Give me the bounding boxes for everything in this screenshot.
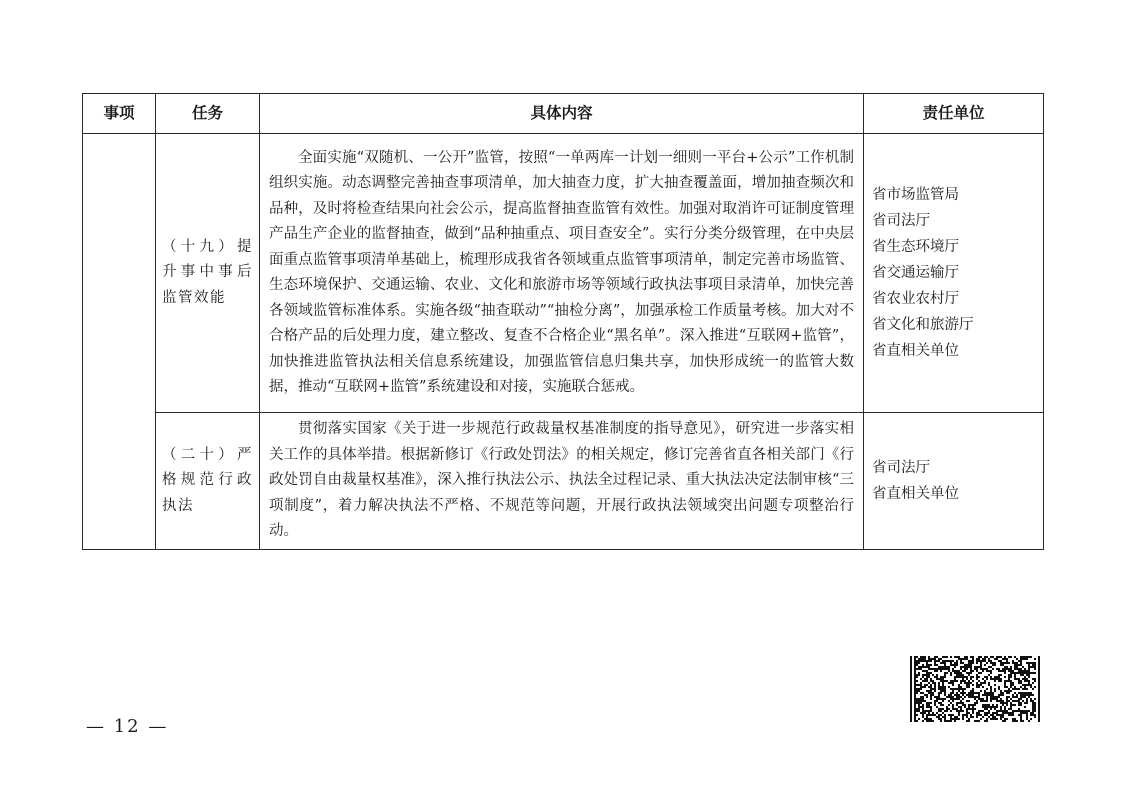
- unit-item: 省司法厅: [872, 459, 930, 476]
- unit-cell: [864, 413, 1044, 550]
- barcode-image: [910, 656, 1042, 722]
- page-number: — 12 —: [86, 716, 169, 737]
- unit-item: 省交通运输厅: [872, 265, 959, 281]
- table-header-row: [83, 94, 1044, 134]
- content-text: 全面实施“双随机、一公开”监管，按照“一单两库一计划一细则一平台+公示”工作机制组织实施。动态调整完善抽查事项清单，加大抽查力度，扩大抽查覆盖面，增加抽查频次和品种，及时将检查结果向社会公示，提高监督抽查监管有效性。加强对取消许可证制度管理产品生产企业的监督抽查，做到“品种抽重点、项目查安全”。实行分类分级管理，在中央层面重点监管事项清单基础上，梳理形成我省各领域重点监管事项清单，制定完善市场监管、生态环境保护、交通运输、农业、文化和旅游市场等领域行政执法事项目录清单，加快完善各领域监管标准体系。实施各级“抽查联动”“抽检分离”，加强承检工作质量考核。加大对不合格产品的后处理力度，建立整改、复查不合格企业“黑名单”。深入推进“互联网+监管”，加快推进监管执法相关信息系统建设，加强监管信息归集共享，加快形成统一的监管大数据，推动“互联网+监管”系统建设和对接，实施联合惩戒。: [269, 149, 854, 395]
- unit-item: 省文化和旅游厅: [872, 317, 974, 333]
- unit-item: 省直相关单位: [872, 343, 959, 359]
- header-matter: 事项: [83, 94, 156, 134]
- task-cell: （十九）提升事中事后监管效能: [156, 134, 260, 413]
- matter-cell: [83, 134, 156, 550]
- unit-cell: [864, 134, 1044, 413]
- header-unit: 责任单位: [864, 94, 1044, 134]
- unit-item: 省农业农村厅: [872, 291, 959, 307]
- unit-item: 省司法厅: [872, 213, 930, 229]
- table-row: [83, 413, 1044, 550]
- table-row: [83, 134, 1044, 413]
- unit-item: 省直相关单位: [872, 485, 959, 502]
- task-cell: （二十）严格规范行政执法: [156, 413, 260, 550]
- header-content: 具体内容: [260, 94, 864, 134]
- header-task: 任务: [156, 94, 260, 134]
- unit-item: 省生态环境厅: [872, 239, 959, 255]
- content-text: 贯彻落实国家《关于进一步规范行政裁量权基准制度的指导意见》，研究进一步落实相关工作的具体举措。根据新修订《行政处罚法》的相关规定，修订完善省直各相关部门《行政处罚自由裁量权基准》，深入推行执法公示、执法全过程记录、重大执法决定法制审核“三项制度”，着力解决执法不严格、不规范等问题，开展行政执法领域突出问题专项整治行动。: [269, 421, 854, 539]
- content-cell: [260, 134, 864, 413]
- content-cell: [260, 413, 864, 550]
- task-table: [82, 93, 1044, 550]
- unit-item: 省市场监管局: [872, 187, 959, 203]
